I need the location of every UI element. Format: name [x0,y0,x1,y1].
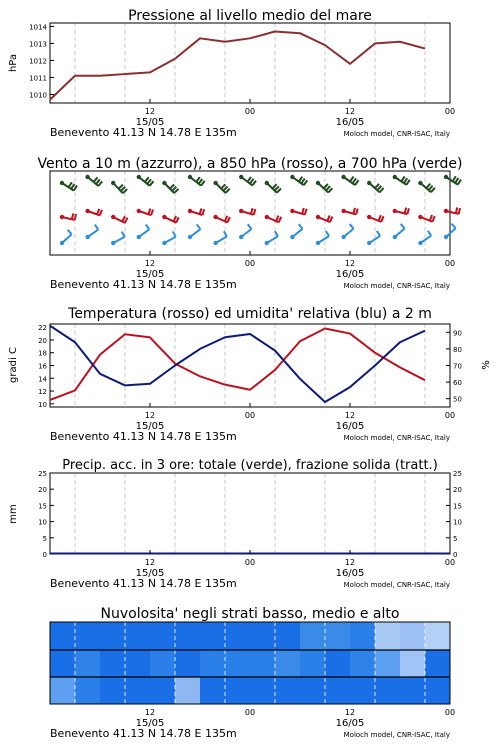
wind-barb-feather [355,180,358,185]
wind-barbs [60,175,461,245]
series-lines [50,326,425,402]
cloud-cell [250,650,276,677]
wind-barb-head [111,181,115,185]
cloud-cell [200,677,226,704]
wind-barb-head [290,175,294,179]
wind-barb-feather [98,181,102,186]
date-label: 15/05 [135,421,165,432]
wind-barb-head [367,241,371,245]
x-tick-label: 00 [244,708,256,717]
wind-barb-head [162,241,166,245]
x-tick-label: 00 [444,259,456,268]
model-credit: Moloch model, CNR-ISAC, Italy [343,130,450,138]
x-tick-label: 12 [344,708,356,717]
cloud-cell [200,622,226,650]
wind-barb-feather [125,218,128,223]
x-axis-labels [50,403,455,443]
wind-barb-feather [100,210,102,216]
wind-barb-feather [405,208,406,214]
y-tick-label: 20 [38,336,47,345]
wind-barb-feather [147,179,151,184]
x-tick-label: 12 [144,708,156,717]
y-tick-label: 10 [38,400,47,409]
cloud-cell [175,650,201,677]
cloud-cell [100,677,126,704]
wind-barb-feather [200,208,202,214]
wind-barb-feather [406,180,409,185]
cloud-cell [250,677,276,704]
wind-barb-feather [122,216,125,221]
y-tick-label: 22 [38,324,47,333]
wind-barb-head [265,241,269,245]
series-lines [50,32,425,100]
wind-barb-feather [452,224,456,228]
cloud-cell [75,677,101,704]
wind-barb-head [137,175,141,179]
wind-barb-head [444,209,448,213]
cloud-heatmap-cells [50,622,451,704]
cloud-cell [225,677,251,704]
location-label: Benevento 41.13 N 14.78 E 135m [50,727,237,740]
wind-barb-head [188,209,192,213]
wind-barb-head [213,181,217,185]
y-tick-label: 14 [38,375,47,384]
date-label: 16/05 [335,568,365,579]
y-tick-label: 0 [42,551,47,559]
wind-barb-feather [251,208,253,214]
wind-barb-head [239,209,243,213]
y-tick-label: 12 [38,388,47,397]
x-tick-label: 12 [144,558,156,567]
cloud-cell [100,650,126,677]
wind-barb-head [444,235,448,239]
date-label: 15/05 [135,117,165,128]
y-tick-label: 90 [453,329,462,338]
cloud-cell [350,622,376,650]
x-tick-label: 12 [344,107,356,116]
wind-barb-head [85,175,89,179]
wind-barb-head [239,175,243,179]
x-tick-label: 12 [344,558,356,567]
wind-barb-feather [455,178,458,183]
x-axis-labels [50,550,458,590]
wind-barb-feather [456,207,457,213]
wind-barb-head [444,175,448,179]
cloud-cell [350,650,376,677]
wind-barb-head [188,235,192,239]
wind-barb-head [265,215,269,219]
wind-barb-feather [350,177,353,182]
wind-barb-head [137,235,141,239]
wind-barb-head [265,181,269,185]
y-axis-label: mm [8,504,19,524]
wind-barb-head [137,209,141,213]
wind-barb-head [316,181,320,185]
wind-barb-head [418,215,422,219]
gridlines [75,473,425,554]
wind-barb-head [188,175,192,179]
cloud-cell [325,622,351,650]
wind-barb-head [60,241,64,245]
y-axis-ticks-left [38,470,54,559]
x-tick-label: 00 [244,107,256,116]
date-label: 16/05 [335,718,365,729]
cloud-cell [350,677,376,704]
panel-title: Vento a 10 m (azzurro), a 850 hPa (rosso), a 700 hPa (verde) [37,156,463,172]
wind-barb-feather [224,231,227,236]
panel-title: Nuvolosita' negli strati basso, medio e alto [100,606,400,622]
x-tick-label: 00 [244,411,256,420]
y-tick-label: 10 [38,518,47,527]
wind-barb-feather [304,180,308,185]
wind-barb-head [85,235,89,239]
wind-barb-feather [96,179,100,184]
y-axis-ticks-right [446,470,462,559]
plot-frame [50,473,450,554]
y-tick-label: 25 [38,470,47,478]
cloud-cell [150,622,176,650]
wind-barb-feather [453,176,456,181]
wind-barb-head [213,241,217,245]
wind-barb-feather [74,186,77,191]
location-label: Benevento 41.13 N 14.78 E 135m [50,278,237,291]
cloud-cell [300,677,326,704]
model-credit: Moloch model, CNR-ISAC, Italy [343,731,450,739]
cloud-cell [425,650,451,677]
cloud-cell [400,622,426,650]
cloud-cell [275,622,301,650]
date-label: 15/05 [135,568,165,579]
x-tick-label: 00 [244,259,256,268]
y-tick-label: 60 [453,379,462,388]
wind-barb-feather [95,225,98,230]
cloud-cell [125,650,151,677]
wind-barb-head [393,209,397,213]
y-tick-label: 80 [453,345,462,354]
wind-barb-head [60,215,64,219]
wind-barb-head [111,215,115,219]
x-axis-labels [50,708,455,740]
panel-title: Precip. acc. in 3 ore: totale (verde), frazione solida (tratt.) [62,458,438,473]
wind-barb-head [162,215,166,219]
x-tick-label: 00 [244,558,256,567]
x-tick-label: 12 [344,259,356,268]
wind-barb-feather [299,224,303,229]
wind-barb-feather [197,224,201,229]
y-tick-label: 5 [453,534,458,543]
wind-barb-feather [458,180,461,185]
wind-barb-feather [247,177,251,182]
wind-barb-feather [350,224,354,229]
y-tick-label: 16 [38,362,47,371]
y-tick-label: 10 [453,518,462,527]
x-tick-label: 12 [344,411,356,420]
panel-title: Pressione al livello medio del mare [128,8,372,24]
cloud-cell [150,677,176,704]
wind-barb-head [60,181,64,185]
x-axis-labels [50,99,455,139]
wind-barb-feather [122,232,125,237]
wind-barb-feather [279,217,281,222]
wind-barb-head [367,181,371,185]
gridlines [75,23,425,103]
cloud-cell [100,622,126,650]
wind-barb-feather [305,209,307,215]
x-tick-label: 12 [144,411,156,420]
wind-barb-feather [248,224,252,229]
wind-barb-feather [459,208,460,214]
x-tick-label: 00 [444,708,456,717]
wind-barb-head [393,175,397,179]
temperature-line [50,328,425,400]
cloud-cell [400,650,426,677]
wind-barb-feather [252,181,256,186]
location-label: Benevento 41.13 N 14.78 E 135m [50,430,237,443]
wind-barb-feather [407,208,408,214]
cloud-cell [125,622,151,650]
wind-barb-feather [250,179,254,184]
wind-barb-feather [146,225,150,230]
date-label: 16/05 [335,421,365,432]
cloud-cell [375,650,401,677]
wind-barb-feather [254,209,256,215]
wind-barb-head [111,241,115,245]
date-label: 15/05 [135,718,165,729]
wind-barb-feather [94,177,98,182]
wind-barb-feather [327,215,329,221]
cloud-cell [75,650,101,677]
date-label: 15/05 [135,269,165,280]
wind-barb-feather [299,177,303,182]
model-credit: Moloch model, CNR-ISAC, Italy [343,282,450,290]
cloud-cell [425,622,451,650]
cloud-cell [175,677,201,704]
wind-barb-feather [377,231,380,236]
wind-barb-feather [199,179,203,184]
y-axis-ticks-right [446,329,462,403]
wind-barb-feather [227,217,230,222]
y-axis-label-left: gradi C [8,347,19,383]
y-tick-label: 1011 [29,74,47,83]
wind-barb-feather [145,177,149,182]
wind-barb-feather [68,230,72,234]
wind-barb-feather [353,208,355,214]
cloud-cell [75,622,101,650]
cloud-cell [325,677,351,704]
x-axis-labels [50,251,455,291]
wind-barb-feather [196,177,200,182]
y-axis-label: hPa [8,53,19,73]
cloud-cell [375,622,401,650]
wind-barb-feather [356,209,358,215]
y-axis-ticks-left [38,324,54,409]
wind-barb-feather [433,216,435,222]
y-tick-label: 1013 [29,40,47,49]
wind-barb-head [290,235,294,239]
wind-barb-feather [173,231,176,236]
x-tick-label: 00 [444,411,456,420]
cloud-cell [125,677,151,704]
wind-barb-head [418,241,422,245]
cloud-cell [250,622,276,650]
y-axis-label-right: % [481,360,492,370]
wind-barb-feather [72,213,73,219]
wind-barb-feather [301,179,305,184]
y-tick-label: 50 [453,395,462,404]
y-tick-label: 20 [38,486,47,495]
panel-title: Temperatura (rosso) ed umidita' relativa (blu) a 2 m [68,306,432,322]
wind-barb-head [341,235,345,239]
cloud-cell [400,677,426,704]
x-tick-label: 12 [144,259,156,268]
wind-barb-feather [174,216,177,221]
model-credit: Moloch model, CNR-ISAC, Italy [343,581,450,589]
wind-barb-feather [75,214,76,220]
y-tick-label: 5 [42,534,47,543]
wind-barb-head [290,209,294,213]
cloud-cell [50,677,76,704]
wind-barb-feather [404,178,407,183]
cloud-cell [300,650,326,677]
x-tick-label: 12 [144,107,156,116]
date-label: 16/05 [335,269,365,280]
wind-barb-feather [379,215,381,221]
wind-barb-feather [426,184,430,189]
wind-barb-feather [276,216,278,221]
wind-barb-feather [381,216,383,222]
y-tick-label: 25 [453,470,462,478]
cloud-cell [275,650,301,677]
wind-barb-feather [429,186,433,191]
cloud-cell [150,650,176,677]
y-tick-label: 1014 [29,23,47,32]
wind-barb-feather [201,181,205,186]
location-label: Benevento 41.13 N 14.78 E 135m [50,577,237,590]
wind-barb-head [85,209,89,213]
cloud-cell [225,650,251,677]
wind-barb-feather [202,209,204,215]
cloud-cell [375,677,401,704]
cloud-cell [425,677,451,704]
wind-barb-head [239,235,243,239]
y-tick-label: 15 [453,502,462,511]
y-tick-label: 1010 [29,91,47,100]
cloud-cell [50,622,76,650]
wind-barb-feather [401,176,404,181]
wind-barb-feather [302,208,304,214]
wind-barb-feather [326,231,329,236]
wind-barb-feather [150,181,154,186]
wind-barb-feather [71,184,74,189]
plot-frame [50,324,450,407]
y-tick-label: 0 [453,551,458,559]
x-tick-label: 00 [444,107,456,116]
wind-barb-head [341,175,345,179]
plot-frame [50,23,450,103]
model-credit: Moloch model, CNR-ISAC, Italy [343,434,450,442]
wind-barb-feather [330,217,332,223]
y-tick-label: 70 [453,362,462,371]
wind-barb-feather [151,210,153,216]
wind-barb-head [316,241,320,245]
wind-barb-feather [148,209,150,215]
y-tick-label: 20 [453,486,462,495]
wind-barb-head [341,209,345,213]
wind-barb-head [213,215,217,219]
cloud-cell [200,650,226,677]
wind-barb-feather [431,188,435,193]
date-label: 16/05 [335,117,365,128]
y-tick-label: 18 [38,349,47,358]
cloud-cell [275,677,301,704]
wind-barb-feather [176,217,179,222]
y-tick-label: 1012 [29,57,47,66]
wind-barb-feather [69,182,72,187]
wind-barb-feather [430,215,432,221]
wind-barb-feather [97,209,99,215]
y-tick-label: 15 [38,502,47,511]
wind-barb-feather [353,178,356,183]
wind-barb-feather [401,224,405,229]
cloud-cell [300,622,326,650]
cloud-cell [225,622,251,650]
cloud-cell [325,650,351,677]
location-label: Benevento 41.13 N 14.78 E 135m [50,126,237,139]
wind-barb-head [367,215,371,219]
gridlines [75,324,425,407]
x-tick-label: 00 [444,558,456,567]
wind-barb-head [418,181,422,185]
cloud-cell [175,622,201,650]
humidity-line [50,326,425,402]
cloud-cell [50,650,76,677]
wind-barb-head [393,235,397,239]
wind-barb-feather [428,231,431,236]
wind-barb-head [316,215,320,219]
pressure-line [50,32,425,100]
wind-barb-head [162,181,166,185]
